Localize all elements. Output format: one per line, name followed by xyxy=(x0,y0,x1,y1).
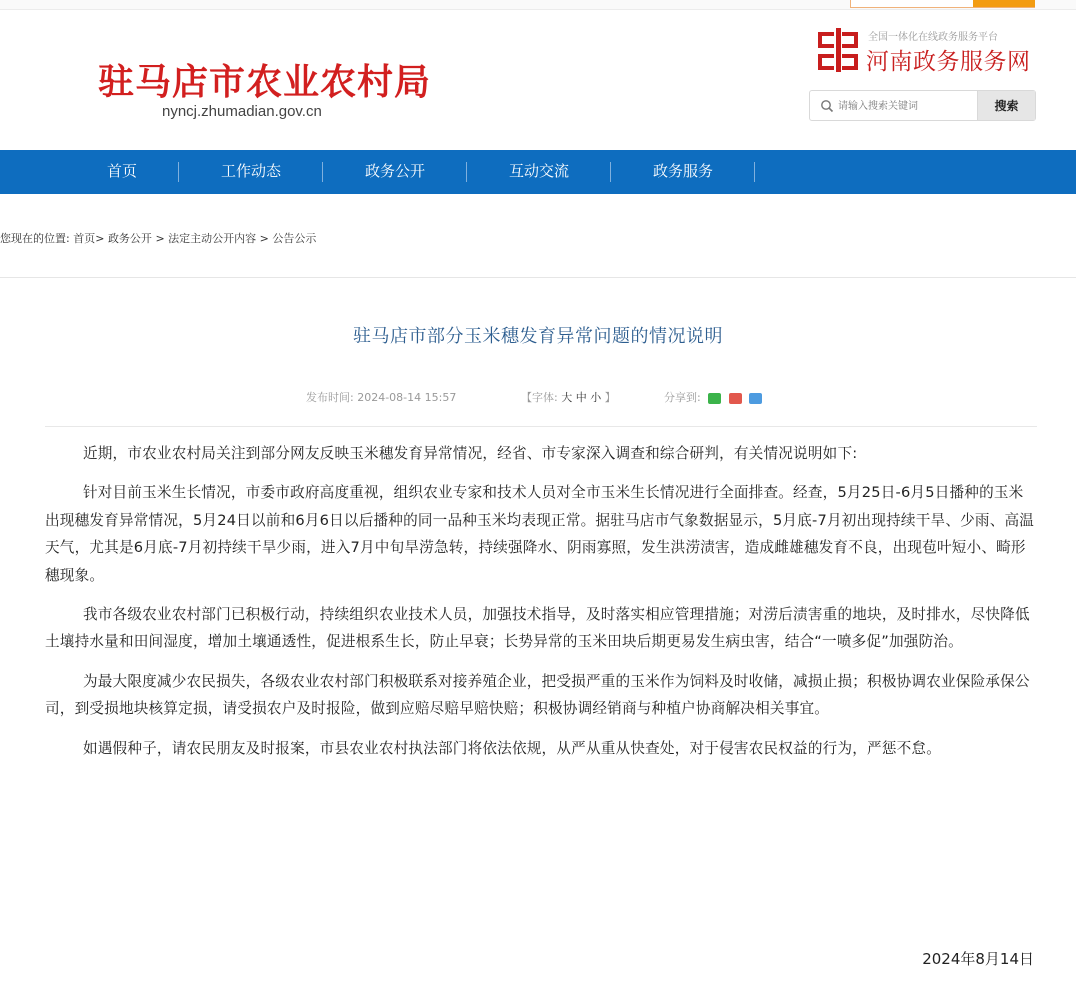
breadcrumb-separator: > xyxy=(155,232,165,245)
search-button[interactable]: 搜索 xyxy=(977,91,1035,120)
site-title: 驻马店市农业农村局 xyxy=(98,61,432,103)
publish-time: 2024-08-14 15:57 xyxy=(357,391,457,404)
platform-name: 河南政务服务网 xyxy=(866,49,1031,75)
share-label: 分享到: xyxy=(664,391,701,404)
breadcrumb-link-statutory[interactable]: 法定主动公开内容 xyxy=(168,232,257,245)
article-paragraph: 我市各级农业农村部门已积极行动，持续组织农业技术人员，加强技术指导，及时落实相应管理措施；对涝后渍害重的地块，及时排水，尽快降低土壤持水量和田间湿度，增加土壤通透性，促进根系生长，防止早衰；长势异常的玉米田块后期更易发生病虫害，结合“一喷多促”加强防治。 xyxy=(45,606,1030,651)
nav-separator xyxy=(322,162,323,182)
top-strip xyxy=(0,0,1076,10)
site-url: nyncj.zhumadian.gov.cn xyxy=(162,103,322,120)
breadcrumb-separator: > xyxy=(95,232,105,245)
platform-caption: 全国一体化在线政务服务平台 xyxy=(868,32,998,43)
nav-separator xyxy=(466,162,467,182)
publish-label: 发布时间: xyxy=(306,391,354,404)
nav-item-gov-affairs[interactable]: 政务公开 xyxy=(364,162,425,180)
article-paragraph: 如遇假种子，请农民朋友及时报案，市县农业农村执法部门将依法依规，从严从重从快查处，对于侵害农民权益的行为，严惩不怠。 xyxy=(82,739,941,757)
font-size-control xyxy=(521,389,616,405)
divider xyxy=(45,426,1037,427)
weibo-share-icon[interactable] xyxy=(729,393,742,404)
share-bar xyxy=(664,389,762,405)
nav-item-interaction[interactable]: 互动交流 xyxy=(508,162,569,180)
qzone-share-icon[interactable] xyxy=(749,393,762,404)
font-size-options[interactable]: 大 中 小 xyxy=(561,391,602,404)
wechat-share-icon[interactable] xyxy=(708,393,721,404)
nav-item-work-news[interactable]: 工作动态 xyxy=(220,162,281,180)
article-body xyxy=(45,440,1035,774)
divider xyxy=(0,277,1076,278)
breadcrumb-link-home[interactable]: 首页 xyxy=(73,232,96,245)
main-nav xyxy=(0,150,1076,194)
nav-item-home[interactable]: 首页 xyxy=(106,162,137,180)
top-tab-stub[interactable] xyxy=(850,0,1035,8)
article-paragraph: 为最大限度减少农民损失，各级农业农村部门积极联系对接养殖企业，把受损严重的玉米作为饲料及时收储，减损止损；积极协调农业保险承保公司，到受损地块核算定损，请受损农户及时报险，做到应赔尽赔早赔快赔；积极协调经销商与种植户协商解决相关事宜。 xyxy=(45,672,1030,718)
publish-info xyxy=(306,389,456,405)
article-title: 驻马店市部分玉米穗发育异常问题的情况说明 xyxy=(353,326,723,347)
henan-logo-icon xyxy=(816,28,862,74)
article-paragraph: 针对目前玉米生长情况，市委市政府高度重视，组织农业专家和技术人员对全市玉米生长情况进行全面排查。经查，5月25日-6月5日播种的玉米出现穗发育异常情况，5月24日以前和6月6日以后播种的同一品种玉米均表现正常。据驻马店市气象数据显示，5月底-7月初出现持续干旱、少雨、高温天气，尤其是6月底-7月初持续干旱少雨，进入7月中旬旱涝急转，持续强降水、阴雨寡照，发生洪涝渍害，造成雌雄穗发育不良，出现苞叶短小、畸形穗现象。 xyxy=(45,484,1035,584)
breadcrumb xyxy=(0,230,316,246)
breadcrumb-separator: > xyxy=(259,232,269,245)
henan-gov-service-logo[interactable] xyxy=(816,28,1036,84)
font-label: 【字体: xyxy=(521,391,558,404)
breadcrumb-link-gov-affairs[interactable]: 政务公开 xyxy=(107,232,152,245)
article-paragraph: 近期，市农业农村局关注到部分网友反映玉米穗发育异常情况，经省、市专家深入调查和综合研判，有关情况说明如下: xyxy=(82,445,858,462)
nav-separator xyxy=(178,162,179,182)
article-date-sign: 2024年8月14日 xyxy=(922,950,1034,968)
search-box xyxy=(809,90,1036,121)
site-header xyxy=(0,10,1076,150)
breadcrumb-prefix: 您现在的位置: xyxy=(0,232,70,245)
nav-separator xyxy=(610,162,611,182)
breadcrumb-link-announcements[interactable]: 公告公示 xyxy=(272,232,317,245)
nav-item-gov-services[interactable]: 政务服务 xyxy=(652,162,713,180)
search-icon xyxy=(820,99,834,113)
search-input[interactable] xyxy=(838,96,976,116)
font-close: 】 xyxy=(604,391,616,404)
nav-separator xyxy=(754,162,755,182)
